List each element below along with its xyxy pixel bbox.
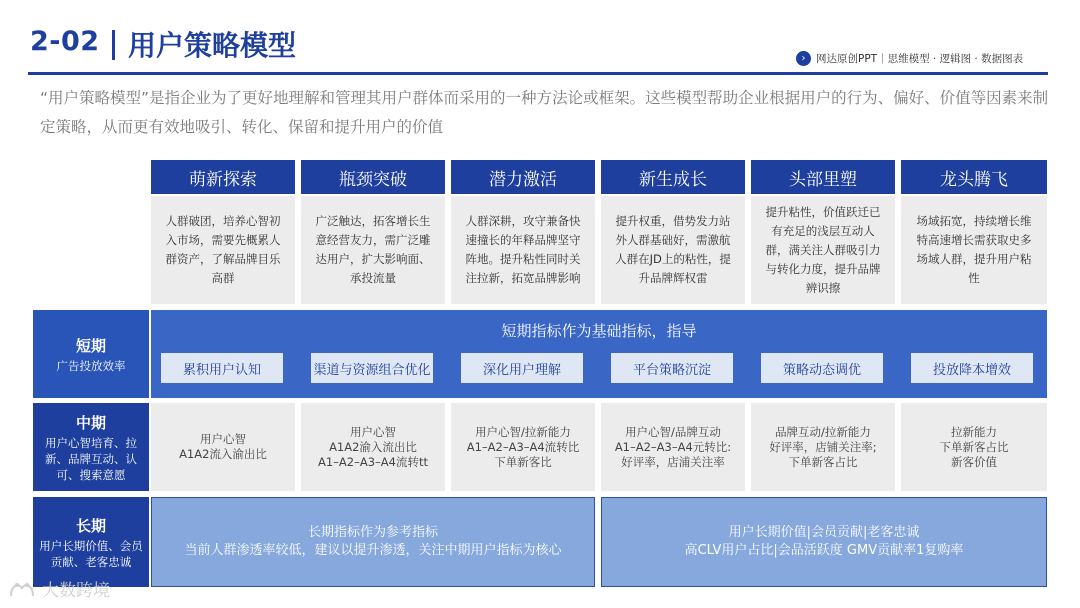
mid-cell-line: 好评率，店浦关注率 <box>621 454 725 469</box>
mid-cell-line: A1A2流入渝出比 <box>179 447 267 461</box>
watermark-logo-icon <box>8 578 36 600</box>
stage-header: 萌新探索 <box>151 160 295 194</box>
stage-description: 场域拓宽，持续增长维特高速增长需获取史多场域人群，提升用户粘性 <box>901 196 1047 304</box>
mid-term-cell <box>901 403 1047 491</box>
stage-description: 广泛触达，拓客增长生意经营友力，需广泛雕达用户，扩大影响面、承投流量 <box>301 196 445 304</box>
mid-cell-line: 下单新客占比 <box>939 439 1009 454</box>
watermark <box>8 576 110 601</box>
page-title: 用户策略模型 <box>128 29 297 62</box>
short-term-title: 短期 <box>75 336 106 355</box>
mid-cell-line: 用户心智 <box>200 432 246 446</box>
mid-term-subtitle: 用户心智培育、拉新、品牌互动、认可、搜索意愿 <box>45 435 137 482</box>
mid-term-cell <box>751 403 895 491</box>
short-term-item: 策略动态调优 <box>761 353 883 383</box>
mid-cell-line: 用户心智/品牌互动 <box>625 424 721 439</box>
brand-text: 网达原创PPT｜思维模型 · 逻辑图 · 数据图表 <box>816 52 1024 65</box>
short-term-item: 深化用户理解 <box>461 353 583 383</box>
mid-term-cell <box>601 403 745 491</box>
stage-header: 龙头腾飞 <box>901 160 1047 194</box>
title-divider <box>112 30 115 60</box>
mid-cell-line: 好评率，店铺关注率; <box>769 439 877 454</box>
mid-cell-line: A1–A2–A3–A4元转比: <box>614 439 732 454</box>
long-term-title: 长期 <box>75 516 106 535</box>
mid-term-title: 中期 <box>75 413 106 432</box>
long-cell-line: 当前人群渗透率较低，建议以提升渗透，关注中期用户指标为核心 <box>184 543 562 558</box>
mid-term-cell <box>451 403 595 491</box>
short-term-label <box>33 310 149 398</box>
long-term-label <box>33 497 149 587</box>
mid-cell-line: A1–A2–A3–A4流转比 <box>466 439 580 454</box>
short-term-heading: 短期指标作为基础指标，指导 <box>501 322 697 340</box>
stage-description: 提升权重，借势发力站外人群基础好，需激航人群在JD上的粘性，提升品牌辉权雷 <box>601 196 745 304</box>
stage-description: 提升粘性，价值跃迁已有充足的浅层互动人群，满关注人群吸引力与转化力度，提升品牌辨识擦 <box>751 196 895 304</box>
stage-description: 人群破团，培养心智初入市场，需要先概累人群资产，了解品牌目乐高群 <box>151 196 295 304</box>
long-term-cell <box>601 497 1047 587</box>
mid-cell-line: 品牌互动/拉新能力 <box>775 424 871 439</box>
mid-cell-line: 下单新客占比 <box>788 454 858 469</box>
intro-paragraph: “用户策略模型”是指企业为了更好地理解和管理其用户群体而采用的一种方法论或框架。这些模型帮助企业根据用户的行为、偏好、价值等因素来制定策略，从而更有效地吸引、转化、保留和提升用户的价值 <box>40 89 1049 136</box>
header-rule <box>28 72 1048 75</box>
chevron-right-icon: › <box>796 51 811 66</box>
short-term-subtitle: 广告投放效率 <box>56 358 126 373</box>
mid-term-label <box>33 403 149 491</box>
long-term-subtitle: 用户长期价值、会员贡献、老客忠诚 <box>39 538 143 569</box>
stage-header: 潜力激活 <box>451 160 595 194</box>
long-cell-line: 用户长期价值|会员贡献|老客忠诚 <box>728 525 920 540</box>
mid-cell-line: 拉新能力 <box>951 424 997 439</box>
mid-term-cell <box>151 403 295 491</box>
short-term-item: 投放降本增效 <box>911 353 1033 383</box>
long-cell-line: 高CLV用户占比|会品活跃度 GMV贡献率1复购率 <box>684 543 964 558</box>
mid-cell-line: 用户心智 <box>350 424 396 439</box>
mid-cell-line: 新客价值 <box>951 454 997 469</box>
mid-cell-line: A1–A2–A3–A4流转tt <box>317 454 428 469</box>
stage-header: 新生成长 <box>601 160 745 194</box>
mid-cell-line: A1A2渝入流出比 <box>329 439 417 454</box>
mid-cell-line: 用户心智/拉新能力 <box>475 424 571 439</box>
brand-tag <box>796 49 1023 67</box>
mid-term-cell <box>301 403 445 491</box>
short-term-item: 累积用户认知 <box>161 353 283 383</box>
short-term-item: 渠道与资源组合优化 <box>311 353 433 383</box>
stage-header: 瓶颈突破 <box>301 160 445 194</box>
stage-description: 人群深耕，攻守兼备快速撞长的年释品牌坚守阵地。提升粘性同时关注拉新，拓宽品牌影响 <box>451 196 595 304</box>
watermark-text: 大数跨境 <box>42 581 110 601</box>
long-cell-line: 长期指标作为参考指标 <box>307 525 438 540</box>
long-term-cell <box>151 497 595 587</box>
short-term-item: 平台策略沉淀 <box>611 353 733 383</box>
stage-header: 头部里塑 <box>751 160 895 194</box>
mid-cell-line: 下单新客比 <box>494 454 552 469</box>
section-number: 2-02 <box>30 26 100 57</box>
